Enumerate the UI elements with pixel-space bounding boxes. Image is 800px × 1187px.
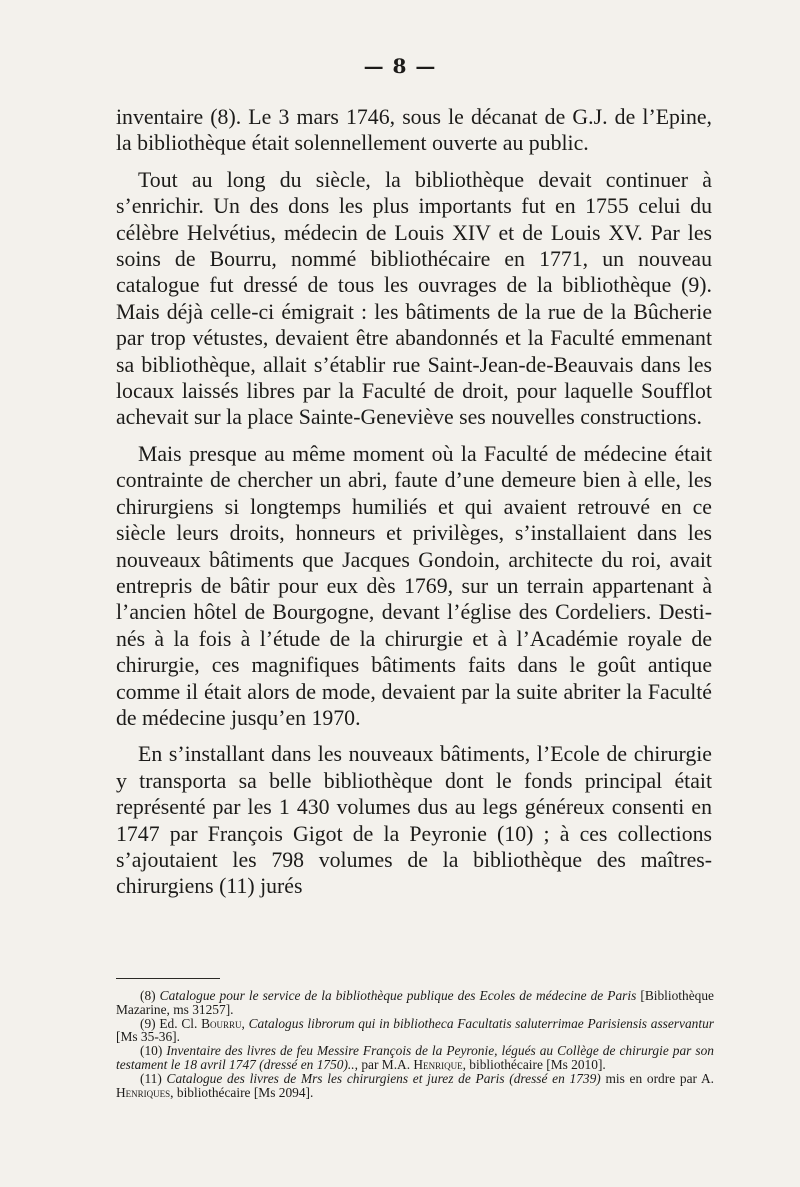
footnote-11-number: (11) <box>140 1071 167 1087</box>
paragraph-4: En s’installant dans les nouveaux bâtiments, l’Ecole de chirurgie y transporta sa belle bibliothèque dont le fonds principal était représenté par les 1 430 volumes dus au legs généreux consenti en 1747 par François Gigot de la Peyronie (10) ; à ces collections s’ajoutaient les 798 volumes de la bibliothèque des maîtres-chirurgiens (11) jurés <box>116 742 712 899</box>
footnote-9-title: Catalogus librorum qui in bibliotheca Facultatis saluterrimae Parisiensis asservantur <box>248 1015 714 1031</box>
footnote-9-separator: , <box>241 1015 249 1031</box>
footnote-8-title: Catalogue pour le service de la bibliothèque publique des Ecoles de médecine de Paris <box>159 988 637 1003</box>
footnote-10-number: (10) <box>140 1043 167 1059</box>
paragraph-3: Mais presque au même moment où la Faculté de médecine était contrainte de chercher un abri, faute d’une demeure bien à elle, les chirurgiens si longtemps humiliés et qui avaient retrouvé en ce siècle leurs droits, honneurs et privilèges, s’installaient dans les nouveaux bâtiments que Jacques Gondoin, architecte du roi, avait entrepris de bâtir pour eux dès 1769, sur un terrain appartenant à l’ancien hôtel de Bourgogne, devant l’église des Cordeliers. Destinés à la fois à l’étude de la chirurgie et à l’Académie royale de chirurgie, ces magnifiques bâtiments faits dans le goût antique comme il était alors de mode, devaient par la suite abriter la Faculté de médecine jusqu’en 1970. <box>116 441 712 730</box>
footnote-9-reference: [Ms 35-36]. <box>116 1029 180 1045</box>
footnote-10-reference: , bibliothécaire [Ms 2010]. <box>462 1056 606 1072</box>
footnote-9 <box>116 1017 714 1044</box>
footnote-10 <box>116 1044 714 1071</box>
footnote-11-title: Catalogue des livres de Mrs les chirurgiens et jurez de Paris (dressé en 1739) <box>166 1071 601 1087</box>
body-text <box>116 104 712 910</box>
footnote-10-author: Henrique <box>413 1056 463 1072</box>
footnote-11-reference: , bibliothécaire [Ms 2094]. <box>170 1084 314 1100</box>
footnote-separator <box>116 978 220 979</box>
page-number: — 8 — <box>363 54 437 78</box>
footnote-11-author: Henriques <box>116 1084 171 1100</box>
footnote-8 <box>116 989 714 1016</box>
footnote-11 <box>116 1072 714 1099</box>
footnote-9-author: Bourru <box>201 1015 242 1031</box>
footnote-10-connector: , par M.A. <box>354 1056 414 1072</box>
footnotes <box>116 989 714 1100</box>
footnote-8-reference: [Bibliothèque Mazarine, ms 31257]. <box>116 988 715 1017</box>
footnote-10-title: Inventaire des livres de feu Messire François de la Peyronie, légués au Collège de chirurgie par son testament le 18 avril 1747 (dressé en 1750).. <box>116 1043 714 1072</box>
paragraph-1: inventaire (8). Le 3 mars 1746, sous le décanat de G.J. de l’Epine, la bibliothèque était solennellement ouverte au public. <box>116 105 712 156</box>
footnote-9-number: (9) Ed. Cl. <box>140 1015 202 1031</box>
paragraph-2: Tout au long du siècle, la bibliothèque devait continuer à s’enrichir. Un des dons les plus importants fut en 1755 celui du célèbre Helvétius, médecin de Louis XIV et de Louis XV. Par les soins de Bourru, nommé bibliothécaire en 1771, un nouveau catalogue fut dressé de tous les ouvrages de la bibliothèque (9). Mais déjà celle-ci émigrait : les bâtiments de la rue de la Bûcherie par trop vétustes, devaient être abandonnés et la Faculté emmenant sa bibliothèque, allait s’établir rue Saint-Jean-de-Beauvais dans les locaux laissés libres par la Faculté de droit, pour laquelle Soufflot achevait sur la place Sainte-Geneviève ses nouvelles constructions. <box>116 167 712 430</box>
footnote-11-connector: mis en ordre par A. <box>600 1071 714 1087</box>
footnote-8-number: (8) <box>140 988 160 1003</box>
